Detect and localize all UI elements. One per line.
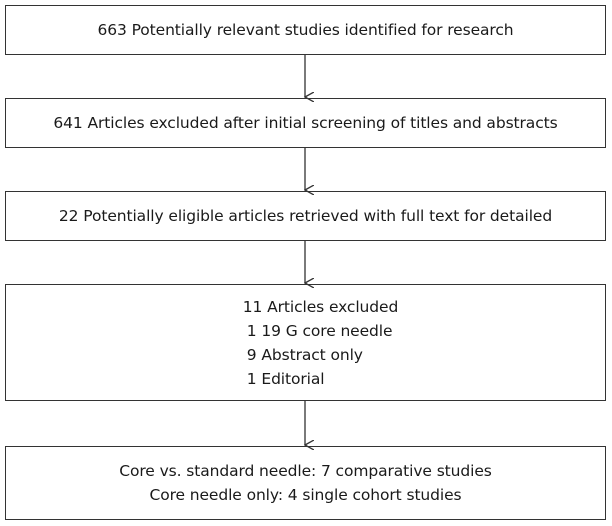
flow-box-included xyxy=(5,446,606,520)
flow-box-eligible xyxy=(5,191,606,241)
excluded-item-editorial: 1 Editorial xyxy=(246,369,325,388)
excluded-item-abstract-only: 9 Abstract only xyxy=(246,345,363,364)
excluded-list xyxy=(243,295,398,391)
excluded-heading: 11 Articles excluded xyxy=(242,297,399,316)
flow-box-identified xyxy=(5,5,606,55)
included-line-single-cohort: Core needle only: 4 single cohort studies xyxy=(149,486,462,504)
flow-box-excluded-screening xyxy=(5,98,606,148)
flow-box-eligible-text: 22 Potentially eligible articles retrieved with full text for detailed xyxy=(58,207,553,225)
flow-box-excluded-screening-text: 641 Articles excluded after initial screening of titles and abstracts xyxy=(53,114,558,132)
included-list xyxy=(119,459,491,507)
flow-box-identified-text: 663 Potentially relevant studies identified for research xyxy=(97,21,514,39)
excluded-item-core-needle: 1 19 G core needle xyxy=(246,321,393,340)
flow-box-excluded-full-text xyxy=(5,284,606,401)
included-line-comparative: Core vs. standard needle: 7 comparative studies xyxy=(119,462,492,480)
